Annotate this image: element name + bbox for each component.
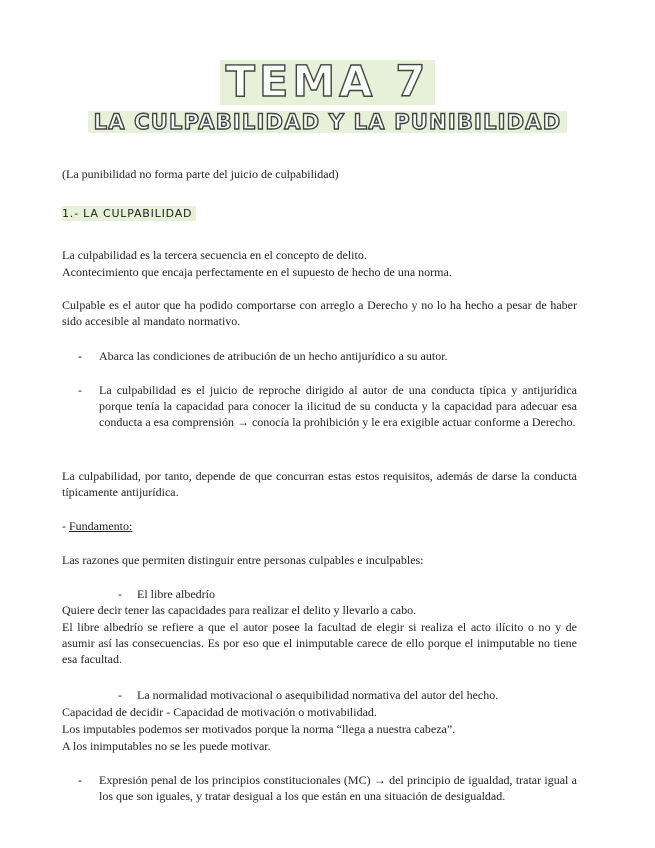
title-block bbox=[0, 57, 655, 107]
paragraph-definition-2: Acontecimiento que encaja perfectamente en el supuesto de hecho de una norma. bbox=[62, 265, 452, 279]
paragraph-definition-1: La culpabilidad es la tercera secuencia en el concepto de delito. bbox=[62, 248, 367, 262]
paragraph-razones: Las razones que permiten distinguir entre personas culpables e inculpables: bbox=[62, 553, 424, 567]
bullet-item: Expresión penal de los principios constitucionales (MC) → del principio de igualdad, tratar igual a los que son iguales, y tratar desigual a los que están en una situación de desigualdad. bbox=[99, 773, 577, 803]
bullet-marker: - bbox=[78, 383, 82, 397]
sub-item-normalidad: La normalidad motivacional o asequibilidad normativa del autor del hecho. bbox=[137, 688, 499, 702]
intro-note: (La punibilidad no forma parte del juicio de culpabilidad) bbox=[62, 167, 339, 181]
sub-item-libre-albedrio: El libre albedrío bbox=[137, 587, 215, 601]
paragraph-libre-albedrio: El libre albedrío se refiere a que el autor posee la facultad de elegir si realiza el acto ilícito o no y de asumir así las consecuencias. Es por eso que el inimputable carece de ello porque el inimputable no tiene esa facultad. bbox=[62, 620, 577, 666]
bullet-marker: - bbox=[118, 587, 122, 601]
section-heading: 1.- LA CULPABILIDAD bbox=[62, 206, 196, 221]
paragraph-capacidad-decidir: Capacidad de decidir - Capacidad de motivación o motivabilidad. bbox=[62, 705, 377, 719]
fundamento-prefix: - bbox=[62, 519, 69, 533]
page-subtitle: LA CULPABILIDAD Y LA PUNIBILIDAD bbox=[88, 111, 568, 133]
paragraph-requisitos: La culpabilidad, por tanto, depende de que concurran estas estos requisitos, además de darse la conducta típicamente antijurídica. bbox=[62, 469, 577, 499]
bullet-marker: - bbox=[78, 349, 82, 363]
paragraph-inimputables: A los inimputables no se les puede motivar. bbox=[62, 739, 271, 753]
subtitle-block bbox=[0, 111, 655, 134]
fundamento-label: Fundamento: bbox=[69, 519, 133, 533]
fundamento-heading bbox=[62, 518, 577, 534]
bullet-item: Abarca las condiciones de atribución de un hecho antijurídico a su autor. bbox=[99, 349, 448, 363]
bullet-item: La culpabilidad es el juicio de reproche dirigido al autor de una conducta típica y antijurídica porque tenía la capacidad para conocer la ilicitud de su conducta y la capacidad para adecuar esa conducta a esa comprensión → conocía la prohibición y le era exigible actuar conforme a Derecho. bbox=[99, 383, 577, 429]
paragraph-culpable: Culpable es el autor que ha podido comportarse con arreglo a Derecho y no lo ha hecho a pesar de haber sido accesible al mandato normativo. bbox=[62, 298, 577, 328]
bullet-marker: - bbox=[118, 688, 122, 702]
paragraph-imputables: Los imputables podemos ser motivados porque la norma “llega a nuestra cabeza”. bbox=[62, 722, 456, 736]
paragraph-capacidades: Quiere decir tener las capacidades para realizar el delito y llevarlo a cabo. bbox=[62, 603, 417, 617]
bullet-marker: - bbox=[78, 773, 82, 787]
page-title: TEMA 7 bbox=[220, 60, 436, 105]
